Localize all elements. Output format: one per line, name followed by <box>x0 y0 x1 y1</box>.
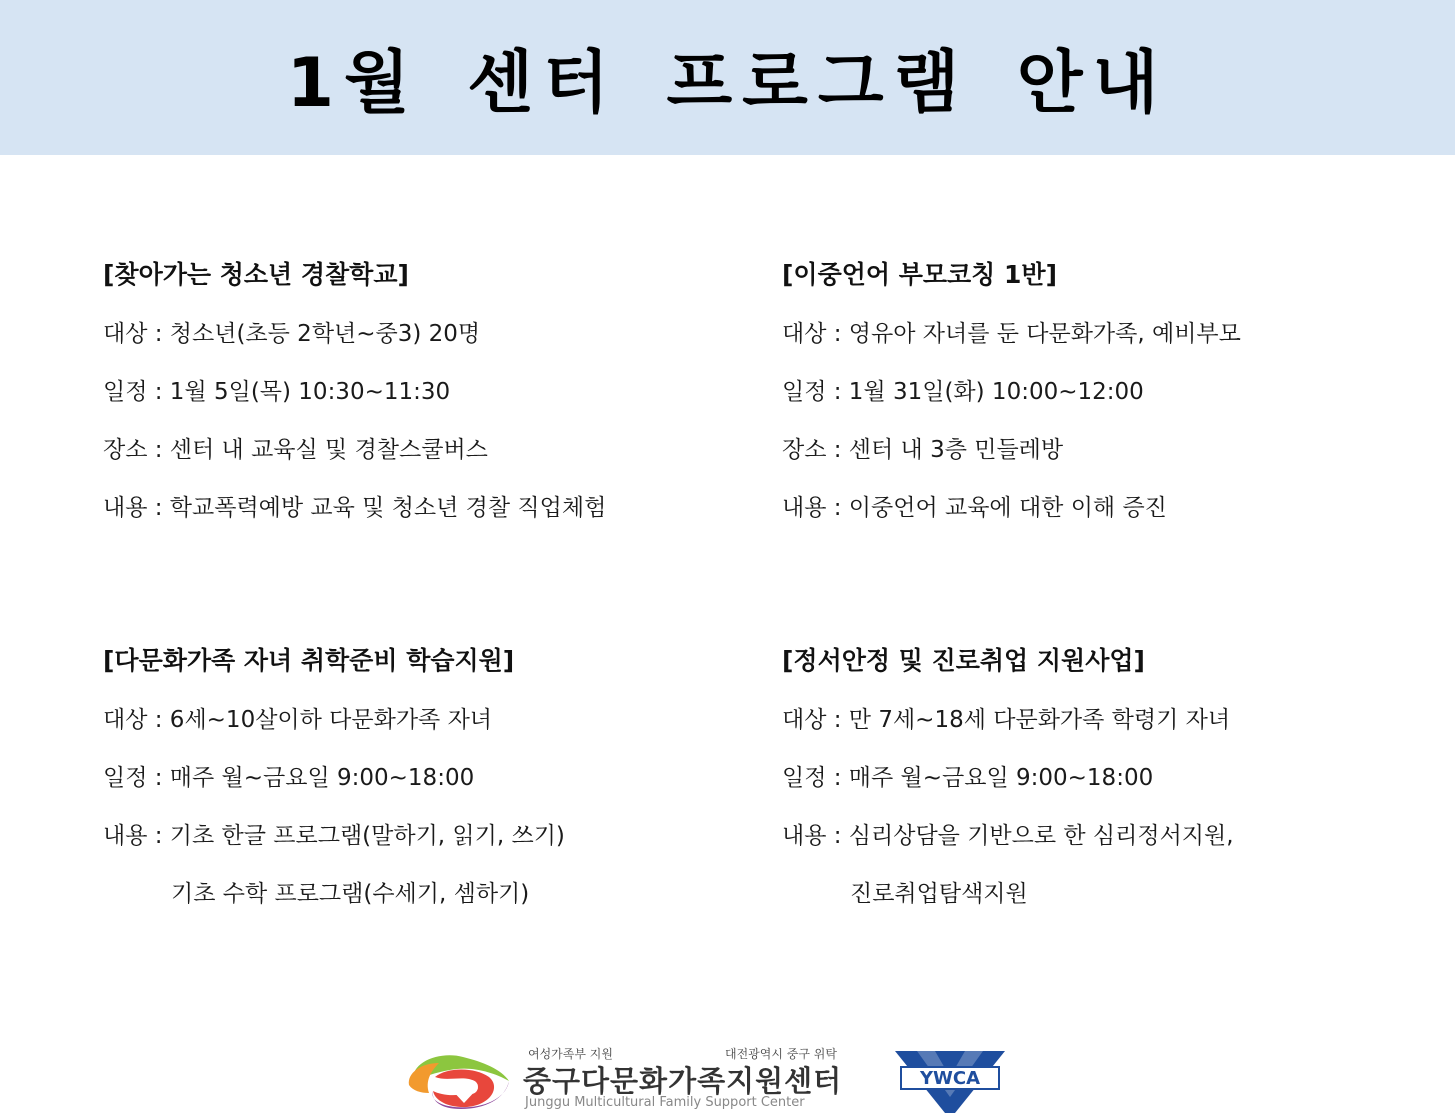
ministry-support-text: 여성가족부 지원 <box>528 1047 613 1061</box>
section-location: 장소 : 센터 내 3층 민들레방 <box>782 437 1064 463</box>
section-target: 대상 : 만 7세~18세 다문화가족 학령기 자녀 <box>782 707 1231 733</box>
organization-name-english: Junggu Multicultural Family Support Center <box>525 1095 805 1110</box>
section-schedule: 일정 : 1월 31일(화) 10:00~12:00 <box>782 379 1144 405</box>
section-schedule: 일정 : 1월 5일(목) 10:30~11:30 <box>103 379 451 405</box>
page-title: 1월 센터 프로그램 안내 <box>286 44 1169 123</box>
section-content-continued: 기초 수학 프로그램(수세기, 셈하기) <box>171 881 530 907</box>
section-content-continued: 진로취업탐색지원 <box>850 881 1028 907</box>
ywca-logo-icon <box>895 1047 1005 1113</box>
section-location: 장소 : 센터 내 교육실 및 경찰스쿨버스 <box>103 437 488 463</box>
program-section-school-readiness <box>103 645 743 936</box>
section-title: [다문화가족 자녀 취학준비 학습지원] <box>103 646 515 675</box>
program-section-police-school <box>103 259 743 550</box>
program-section-bilingual-coaching <box>782 259 1422 550</box>
section-target: 대상 : 영유아 자녀를 둔 다문화가족, 예비부모 <box>782 321 1241 347</box>
section-target: 대상 : 청소년(초등 2학년~중3) 20명 <box>103 321 481 347</box>
family-hands-logo-icon <box>405 1047 513 1109</box>
section-content: 내용 : 학교폭력예방 교육 및 청소년 경찰 직업체험 <box>103 495 607 521</box>
section-schedule: 일정 : 매주 월~금요일 9:00~18:00 <box>103 765 475 791</box>
section-title: [정서안정 및 진로취업 지원사업] <box>782 646 1145 675</box>
section-title: [이중언어 부모코칭 1반] <box>782 260 1058 289</box>
section-target: 대상 : 6세~10살이하 다문화가족 자녀 <box>103 707 492 733</box>
section-content: 내용 : 심리상담을 기반으로 한 심리정서지원, <box>782 823 1234 849</box>
program-section-emotional-career <box>782 645 1422 936</box>
section-content: 내용 : 이중언어 교육에 대한 이해 증진 <box>782 495 1167 521</box>
ywca-text: YWCA <box>919 1068 981 1089</box>
section-content: 내용 : 기초 한글 프로그램(말하기, 읽기, 쓰기) <box>103 823 565 849</box>
city-consignment-text: 대전광역시 중구 위탁 <box>725 1047 837 1061</box>
section-schedule: 일정 : 매주 월~금요일 9:00~18:00 <box>782 765 1154 791</box>
organization-name: 중구다문화가족지원센터 <box>523 1064 843 1098</box>
footer-logos <box>405 1043 1005 1115</box>
header-banner <box>0 0 1455 155</box>
section-title: [찾아가는 청소년 경찰학교] <box>103 260 409 289</box>
